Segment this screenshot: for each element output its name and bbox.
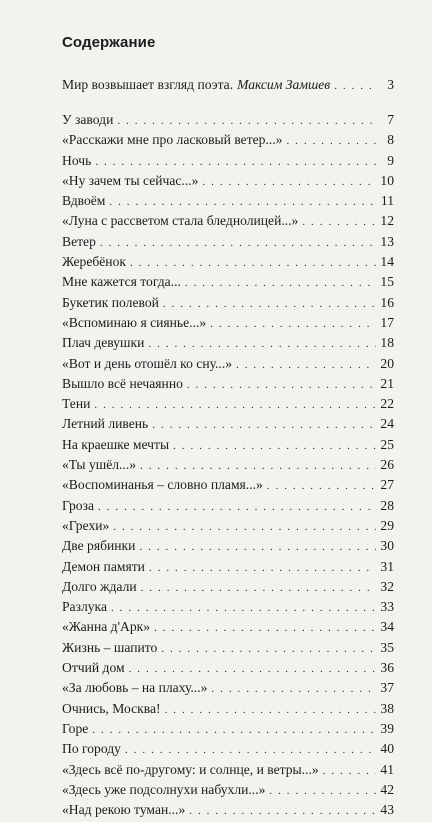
toc-entry <box>62 416 394 436</box>
toc-entry-title: Отчий дом <box>62 660 125 676</box>
toc-entry-title: Плач девушки <box>62 335 145 351</box>
dot-leader <box>94 399 376 411</box>
toc-entry-title: Горе <box>62 720 89 736</box>
toc-entry <box>62 315 394 335</box>
dot-leader <box>302 216 376 228</box>
toc-entry-page: 40 <box>380 741 394 757</box>
dot-leader <box>117 115 376 127</box>
toc-intro-title: Мир возвышает взгляд поэта. <box>62 77 234 92</box>
toc-entry-page: 34 <box>380 619 394 635</box>
toc-entry-title: Летний ливень <box>62 416 149 432</box>
toc-entry-title: «Вспоминаю я сиянье...» <box>62 314 207 330</box>
toc-entry-page: 30 <box>380 538 394 554</box>
toc-entry <box>62 295 394 315</box>
toc-entry-title: «Над рекою туман...» <box>62 802 186 818</box>
toc-entry-page: 42 <box>380 781 394 797</box>
toc-entry <box>62 437 394 457</box>
toc-entry <box>62 498 394 518</box>
toc-entry <box>62 335 394 355</box>
toc-entry-page: 36 <box>380 660 394 676</box>
toc-entry-page: 21 <box>380 375 394 391</box>
toc-entry-page: 18 <box>380 335 394 351</box>
toc-entry-title: Жеребёнок <box>62 254 126 270</box>
toc-entry-page: 41 <box>380 761 394 777</box>
dot-leader <box>210 318 376 330</box>
dot-leader <box>109 196 376 208</box>
toc-entry-page: 28 <box>380 497 394 513</box>
toc-entry <box>62 721 394 741</box>
toc-entry <box>62 274 394 294</box>
toc-entry-title: Очнись, Москва! <box>62 700 161 716</box>
toc-entry-page: 37 <box>380 680 394 696</box>
toc-entry-title: Долго ждали <box>62 578 137 594</box>
dot-leader <box>113 521 376 533</box>
toc-entry-title: «Жанна д'Арк» <box>62 619 151 635</box>
toc-entry-title: «Ну зачем ты сейчас...» <box>62 172 199 188</box>
dot-leader <box>187 379 376 391</box>
toc-entry <box>62 132 394 152</box>
toc-entry <box>62 234 394 254</box>
dot-leader <box>267 480 376 492</box>
toc-entry-page: 17 <box>380 314 394 330</box>
dot-leader <box>334 80 376 92</box>
toc-entry-title: «Воспоминанья – словно пламя...» <box>62 477 263 493</box>
toc-entry-page: 10 <box>380 172 394 188</box>
dot-leader <box>140 460 376 472</box>
toc-entry-page: 22 <box>380 396 394 412</box>
dot-leader <box>152 419 376 431</box>
toc-entry <box>62 701 394 721</box>
dot-leader <box>129 663 376 675</box>
toc-entry-title: Ветер <box>62 233 96 249</box>
toc-entry-page: 26 <box>380 457 394 473</box>
toc-entry-title: «Ты ушёл...» <box>62 457 137 473</box>
toc-intro-page: 3 <box>387 77 394 92</box>
toc-entry-title: «Луна с рассветом стала бледнолицей...» <box>62 213 299 229</box>
toc-entry-page: 13 <box>380 233 394 249</box>
toc-entry <box>62 112 394 132</box>
dot-leader <box>98 501 376 513</box>
toc-entry-page: 27 <box>380 477 394 493</box>
toc-entry-title: У заводи <box>62 112 114 127</box>
toc-entry-page: 16 <box>380 294 394 310</box>
dot-leader <box>141 582 376 594</box>
toc-entry-page: 11 <box>380 193 394 209</box>
toc-entry-title: Вдвоём <box>62 193 106 209</box>
toc-entry-page: 12 <box>380 213 394 229</box>
toc-entry-page: 39 <box>380 720 394 736</box>
toc-entry <box>62 782 394 802</box>
toc-entry <box>62 619 394 639</box>
toc-list <box>62 112 394 822</box>
toc-entry <box>62 660 394 680</box>
toc-entry-page: 14 <box>380 254 394 270</box>
toc-entry <box>62 173 394 193</box>
toc-entry-title: Букетик полевой <box>62 294 159 310</box>
toc-entry-title: Ночь <box>62 152 92 168</box>
toc-entry-page: 25 <box>380 436 394 452</box>
dot-leader <box>95 156 376 168</box>
toc-entry-page: 43 <box>380 802 394 818</box>
toc-entry-page: 35 <box>380 639 394 655</box>
toc-intro-entry <box>62 77 394 93</box>
toc-entry-page: 9 <box>387 152 394 168</box>
toc-entry-title: Мне кажется тогда... <box>62 274 181 290</box>
dot-leader <box>139 541 376 553</box>
dot-leader <box>269 785 376 797</box>
toc-entry-page: 8 <box>387 132 394 148</box>
toc-entry-page: 15 <box>380 274 394 290</box>
toc-entry-page: 31 <box>380 558 394 574</box>
toc-entry-title: Демон памяти <box>62 558 145 574</box>
dot-leader <box>149 562 376 574</box>
toc-entry-title: «Вот и день отошёл ко сну...» <box>62 355 233 371</box>
page-title: Содержание <box>62 34 156 51</box>
toc-entry-title: Разлука <box>62 599 107 615</box>
toc-entry-title: «Грехи» <box>62 517 110 533</box>
toc-entry <box>62 741 394 761</box>
toc-entry <box>62 802 394 822</box>
dot-leader <box>323 765 376 777</box>
dot-leader <box>173 440 376 452</box>
toc-entry-title: По городу <box>62 741 121 757</box>
dot-leader <box>100 237 376 249</box>
toc-entry-page: 7 <box>387 112 394 127</box>
toc-entry <box>62 193 394 213</box>
toc-entry <box>62 762 394 782</box>
toc-intro-author: Максим Замшев <box>237 77 331 92</box>
dot-leader <box>92 724 376 736</box>
toc-entry <box>62 153 394 173</box>
toc-entry <box>62 680 394 700</box>
toc-entry <box>62 457 394 477</box>
toc-entry <box>62 559 394 579</box>
toc-entry-title: «Здесь уже подсолнухи набухли...» <box>62 781 266 797</box>
dot-leader <box>163 298 376 310</box>
dot-leader <box>202 176 376 188</box>
toc-entry <box>62 254 394 274</box>
toc-entry <box>62 396 394 416</box>
toc-entry-page: 32 <box>380 578 394 594</box>
dot-leader <box>165 704 376 716</box>
toc-entry-title: «За любовь – на плаху...» <box>62 680 208 696</box>
dot-leader <box>148 338 376 350</box>
toc-entry-title: «Расскажи мне про ласковый ветер...» <box>62 132 283 148</box>
toc-entry-title: На краешке мечты <box>62 436 170 452</box>
dot-leader <box>286 135 376 147</box>
toc-entry-page: 29 <box>380 517 394 533</box>
toc-entry-title: «Здесь всё по-другому: и солнце, и ветры...» <box>62 761 319 777</box>
dot-leader <box>154 622 376 634</box>
toc-entry-page: 24 <box>380 416 394 432</box>
toc-entry <box>62 579 394 599</box>
toc-entry-title: Вышло всё нечаянно <box>62 375 183 391</box>
toc-entry-page: 38 <box>380 700 394 716</box>
toc-entry <box>62 538 394 558</box>
toc-entry-page: 20 <box>380 355 394 371</box>
toc-entry <box>62 213 394 233</box>
toc-entry-page: 33 <box>380 599 394 615</box>
toc-entry <box>62 599 394 619</box>
dot-leader <box>130 257 376 269</box>
dot-leader <box>211 683 376 695</box>
dot-leader <box>236 359 376 371</box>
dot-leader <box>111 602 376 614</box>
dot-leader <box>189 805 376 817</box>
dot-leader <box>125 744 376 756</box>
toc-entry <box>62 477 394 497</box>
dot-leader <box>161 643 376 655</box>
toc-entry-title: Жизнь – шапито <box>62 639 158 655</box>
toc-entry <box>62 640 394 660</box>
toc-entry <box>62 518 394 538</box>
toc-entry-title: Тени <box>62 396 91 412</box>
dot-leader <box>185 277 376 289</box>
toc-entry <box>62 376 394 396</box>
toc-entry-title: Две рябинки <box>62 538 136 554</box>
toc-entry <box>62 356 394 376</box>
toc-entry-title: Гроза <box>62 497 94 513</box>
